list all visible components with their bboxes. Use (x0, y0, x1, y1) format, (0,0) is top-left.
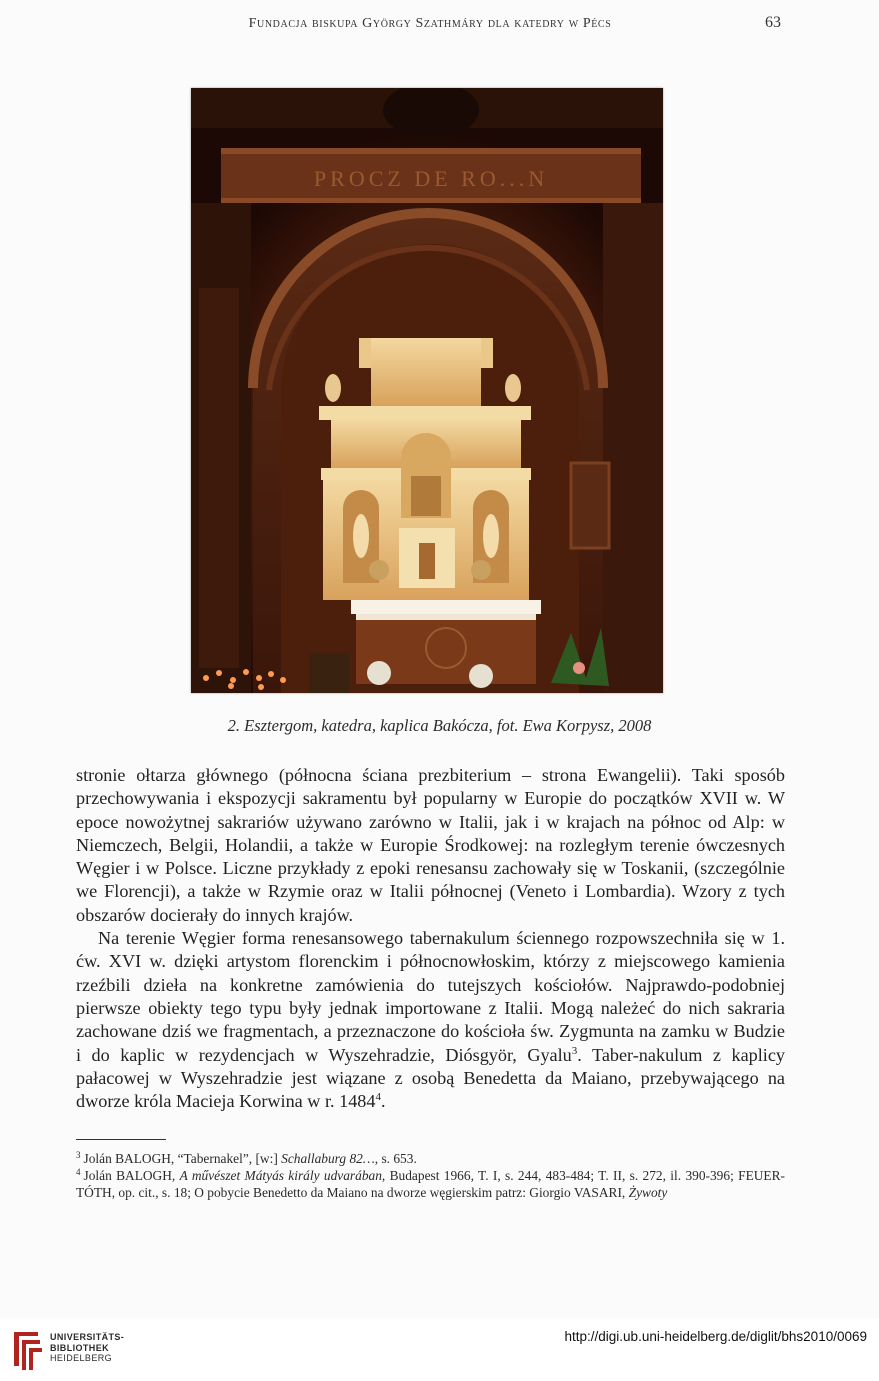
source-url-link[interactable]: http://digi.ub.uni-heidelberg.de/diglit/bhs2010/0069 (564, 1329, 867, 1344)
footnote-4-title-2: Żywoty (628, 1185, 668, 1201)
university-library-logo-icon[interactable] (10, 1326, 44, 1372)
paragraph-2-text-a: Na terenie Węgier forma renesansowego tabernakulum ściennego rozpowszechniła się w 1. ćw. XVI w. dzięki artystom florenckim i północnowłoskim, którzy z miejscowego kamienia rzeźbili dzieła na konkretne zamówienia do tutejszych kościołów. Najprawdo-podobniej pierwsze obiekty tego typu były jednak importowane z Italii. Mogą należeć do nich sakraria zachowane dziś we fragmentach, a przeznaczone do kościoła św. Zygmunta na zamku w Budzie i do kaplic w rezydencjach w Wyszehradzie, Diósgyör, Gyalu (76, 928, 785, 1065)
footnote-ref-3[interactable]: 3 (571, 1044, 578, 1057)
footnote-3-text-a: Jolán BALOGH, “Tabernakel”, [w:] (83, 1151, 282, 1166)
paragraph-1: stronie ołtarza głównego (północna ściana prezbiterium – strona Ewangelii). Taki sposób przechowywania i ekspozycji sakramentu był popularny w Europie do początków XVII w. W epoce nowożytnej sakrariów używano zarówno w Italii, jak i w krajach na północ od Alp: w Niemczech, Belgii, Holandii, a także w Europie Środkowej: na rozległym terenie ówczesnych Węgier i w Polsce. Liczne przykłady z epoki renesansu zachowały się w Toskanii, (szczególnie we Florencji), a także w Rzymie oraz w Italii północnej (Veneto i Lombardia). Wzory z tych obszarów docierały do innych krajów. (76, 765, 785, 925)
library-name-line-2: BIBLIOTHEK (50, 1342, 109, 1353)
footnote-rule (76, 1139, 166, 1140)
footnote-3 (76, 1150, 785, 1167)
footnote-4 (76, 1167, 785, 1201)
footnote-4-title: A művészet Mátyás király udvarában (179, 1168, 382, 1184)
footnote-4-number: 4 (76, 1166, 81, 1177)
footnote-ref-4[interactable]: 4 (375, 1091, 381, 1104)
library-name-line-1: UNIVERSITÄTS- (50, 1332, 125, 1342)
running-head: Fundacja biskupa György Szathmáry dla katedry w Pécs (248, 16, 612, 31)
paragraph-2-text-b: . Taber-nakulum z kaplicy pałacowej w Wyszehradzie jest wiązane z osobą Benedetta da Maiano, przebywającego na dworze króla Macieja Korwina w r. 1484 (76, 1044, 786, 1112)
library-name-line-3: HEIDELBERG (50, 1353, 113, 1363)
digitization-footer (0, 1318, 879, 1381)
paragraph-2 (76, 927, 785, 1113)
chapel-photograph (191, 88, 663, 693)
page-number: 63 (765, 14, 781, 31)
inscription-text: PROCZ DE RO...N (313, 166, 549, 191)
footnote-4-text-a: Jolán BALOGH, (83, 1168, 180, 1184)
footnote-3-number: 3 (76, 1149, 81, 1160)
body-text (76, 764, 785, 1113)
figure-caption: 2. Esztergom, katedra, kaplica Bakócza, fot. Ewa Korpysz, 2008 (227, 716, 652, 735)
paragraph-2-text-c: . (381, 1091, 386, 1112)
footnote-3-title: Schallaburg 82… (281, 1151, 375, 1166)
library-name (50, 1332, 124, 1364)
footnote-4-text-b: , Budapest 1966, T. I, s. 244, 483-484; T. II, s. 272, il. 390-396; FEUER-TÓTH, op. cit., s. 18; O pobycie Benedetto da Maiano na dworze węgierskim patrz: Giorgio VASARI, (76, 1168, 785, 1201)
footnotes (76, 1150, 785, 1202)
footnote-3-text-b: , s. 653. (374, 1151, 417, 1166)
